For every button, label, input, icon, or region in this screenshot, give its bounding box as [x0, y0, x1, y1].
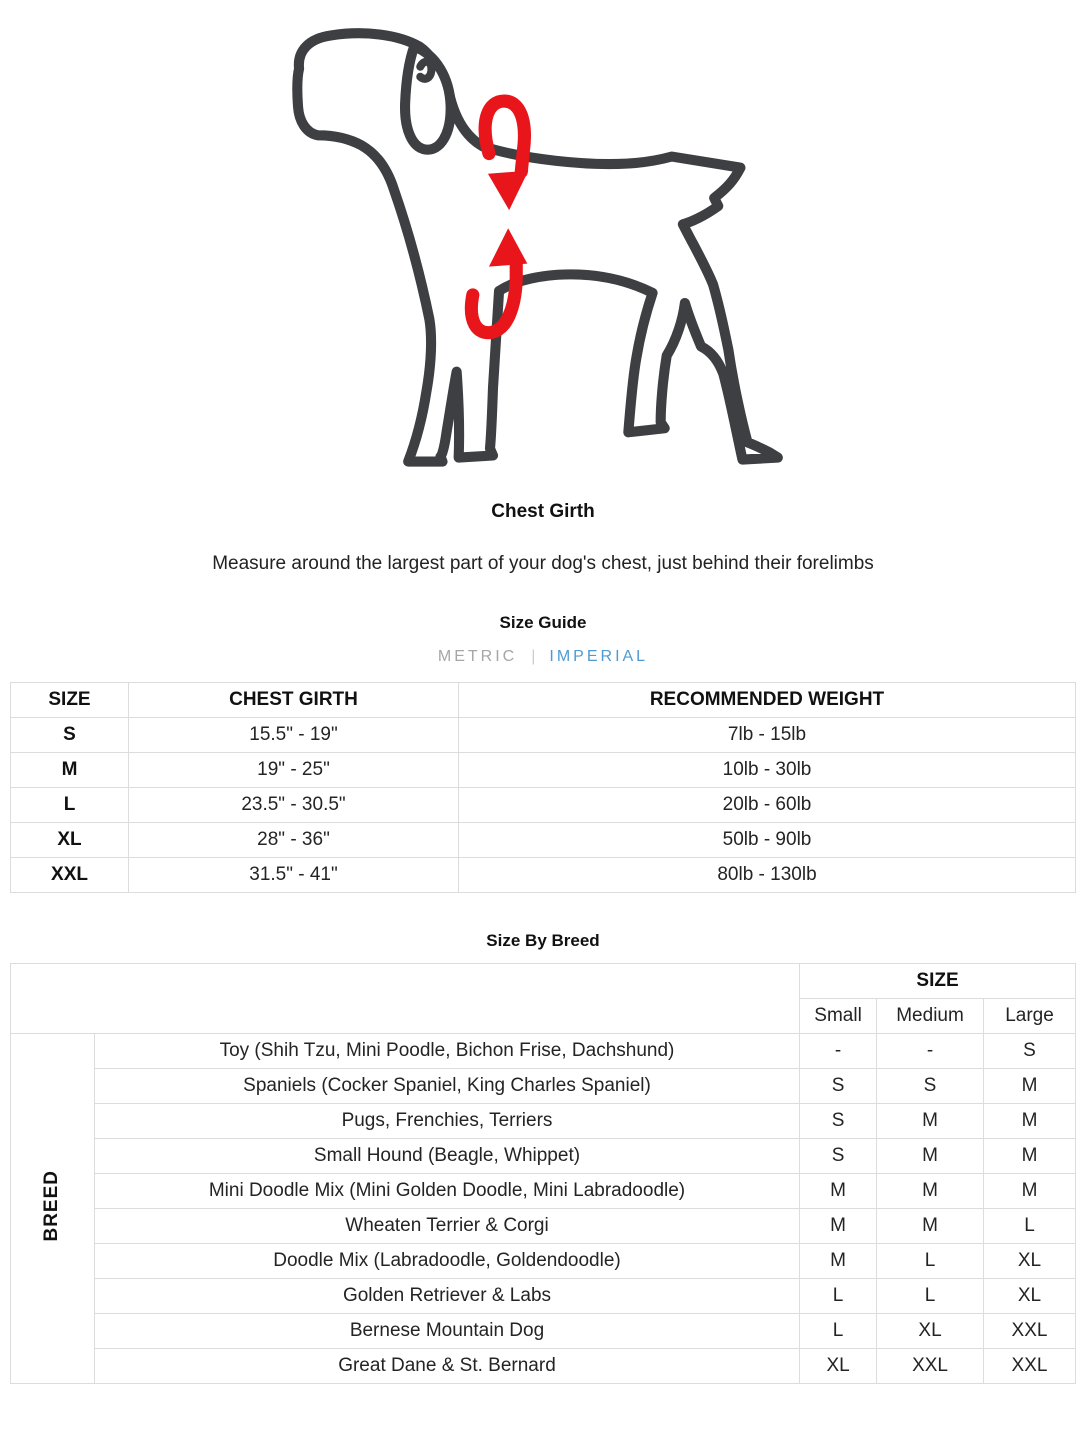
- breed-table-header-row-1: [11, 964, 1076, 999]
- large-size-cell: XXL: [984, 1349, 1076, 1384]
- large-size-cell: XL: [984, 1244, 1076, 1279]
- large-size-cell: M: [984, 1174, 1076, 1209]
- dog-chest-girth-diagram: [291, 24, 796, 479]
- large-size-cell: XL: [984, 1279, 1076, 1314]
- weight-cell: 20lb - 60lb: [459, 788, 1076, 823]
- col-header-small: Small: [800, 999, 877, 1034]
- col-header-large: Large: [984, 999, 1076, 1034]
- weight-cell: 80lb - 130lb: [459, 858, 1076, 893]
- small-size-cell: L: [800, 1314, 877, 1349]
- unit-toggle: [0, 648, 1086, 666]
- medium-size-cell: M: [877, 1174, 984, 1209]
- small-size-cell: XL: [800, 1349, 877, 1384]
- table-row: [11, 1314, 1076, 1349]
- weight-cell: 10lb - 30lb: [459, 753, 1076, 788]
- table-row: [11, 1174, 1076, 1209]
- table-row: [11, 753, 1076, 788]
- small-size-cell: -: [800, 1034, 877, 1069]
- medium-size-cell: M: [877, 1104, 984, 1139]
- weight-cell: 7lb - 15lb: [459, 718, 1076, 753]
- measure-arrowhead-up-icon: [488, 228, 526, 266]
- small-size-cell: S: [800, 1139, 877, 1174]
- chest-girth-cell: 19" - 25": [129, 753, 459, 788]
- chest-girth-cell: 23.5" - 30.5": [129, 788, 459, 823]
- breed-cell: Toy (Shih Tzu, Mini Poodle, Bichon Frise, Dachshund): [94, 1034, 799, 1069]
- breed-cell: Small Hound (Beagle, Whippet): [94, 1139, 799, 1174]
- size-cell: L: [11, 788, 129, 823]
- breed-cell: Mini Doodle Mix (Mini Golden Doodle, Mini Labradoodle): [94, 1174, 799, 1209]
- col-header-medium: Medium: [877, 999, 984, 1034]
- small-size-cell: M: [800, 1244, 877, 1279]
- chest-girth-cell: 15.5" - 19": [129, 718, 459, 753]
- breed-cell: Bernese Mountain Dog: [94, 1314, 799, 1349]
- table-row: [11, 1034, 1076, 1069]
- measure-arrowhead-down-icon: [487, 171, 527, 210]
- table-row: [11, 858, 1076, 893]
- header-size: SIZE: [11, 683, 129, 718]
- size-by-breed-title: Size By Breed: [486, 931, 600, 950]
- breed-axis-label: BREED: [41, 1169, 63, 1242]
- small-size-cell: M: [800, 1174, 877, 1209]
- size-table-body: [11, 718, 1076, 893]
- table-row: [11, 1349, 1076, 1384]
- measure-arrow-top-icon: [485, 101, 524, 172]
- large-size-cell: L: [984, 1209, 1076, 1244]
- medium-size-cell: -: [877, 1034, 984, 1069]
- size-by-breed-table: [10, 963, 1076, 1384]
- table-row: [11, 1244, 1076, 1279]
- table-row: [11, 718, 1076, 753]
- size-guide-table: [10, 682, 1076, 893]
- size-cell: M: [11, 753, 129, 788]
- chest-girth-cell: 28" - 36": [129, 823, 459, 858]
- table-row: [11, 1104, 1076, 1139]
- large-size-cell: S: [984, 1034, 1076, 1069]
- small-size-cell: S: [800, 1104, 877, 1139]
- breed-cell: Spaniels (Cocker Spaniel, King Charles Spaniel): [94, 1069, 799, 1104]
- breed-cell: Golden Retriever & Labs: [94, 1279, 799, 1314]
- size-cell: XXL: [11, 858, 129, 893]
- toggle-separator: |: [531, 648, 536, 665]
- imperial-toggle[interactable]: IMPERIAL: [549, 648, 649, 665]
- large-size-cell: M: [984, 1104, 1076, 1139]
- size-cell: S: [11, 718, 129, 753]
- table-row: [11, 1279, 1076, 1314]
- large-size-cell: XXL: [984, 1314, 1076, 1349]
- header-recommended-weight: RECOMMENDED WEIGHT: [459, 683, 1076, 718]
- breed-axis-cell: [11, 1034, 95, 1384]
- small-size-cell: M: [800, 1209, 877, 1244]
- breed-cell: Pugs, Frenchies, Terriers: [94, 1104, 799, 1139]
- header-chest-girth: CHEST GIRTH: [129, 683, 459, 718]
- table-row: [11, 1209, 1076, 1244]
- size-table-header-row: [11, 683, 1076, 718]
- medium-size-cell: XXL: [877, 1349, 984, 1384]
- weight-cell: 50lb - 90lb: [459, 823, 1076, 858]
- metric-toggle[interactable]: METRIC: [437, 648, 518, 665]
- medium-size-cell: M: [877, 1209, 984, 1244]
- measure-instruction: Measure around the largest part of your dog's chest, just behind their forelimbs: [212, 553, 874, 574]
- figure-caption: Chest Girth: [491, 501, 595, 522]
- medium-size-cell: L: [877, 1279, 984, 1314]
- breed-table-body: [11, 1034, 1076, 1384]
- small-size-cell: S: [800, 1069, 877, 1104]
- large-size-cell: M: [984, 1139, 1076, 1174]
- size-guide-title: Size Guide: [499, 613, 587, 632]
- corner-cell: [11, 964, 800, 1034]
- medium-size-cell: XL: [877, 1314, 984, 1349]
- table-row: [11, 1139, 1076, 1174]
- dog-outline: [297, 33, 777, 461]
- breed-cell: Wheaten Terrier & Corgi: [94, 1209, 799, 1244]
- chest-girth-figure: [0, 0, 1086, 479]
- table-row: [11, 788, 1076, 823]
- table-row: [11, 1069, 1076, 1104]
- small-size-cell: L: [800, 1279, 877, 1314]
- table-row: [11, 823, 1076, 858]
- chest-girth-cell: 31.5" - 41": [129, 858, 459, 893]
- breed-cell: Doodle Mix (Labradoodle, Goldendoodle): [94, 1244, 799, 1279]
- size-col-group-label: SIZE: [800, 964, 1076, 999]
- large-size-cell: M: [984, 1069, 1076, 1104]
- medium-size-cell: L: [877, 1244, 984, 1279]
- medium-size-cell: S: [877, 1069, 984, 1104]
- medium-size-cell: M: [877, 1139, 984, 1174]
- size-cell: XL: [11, 823, 129, 858]
- breed-cell: Great Dane & St. Bernard: [94, 1349, 799, 1384]
